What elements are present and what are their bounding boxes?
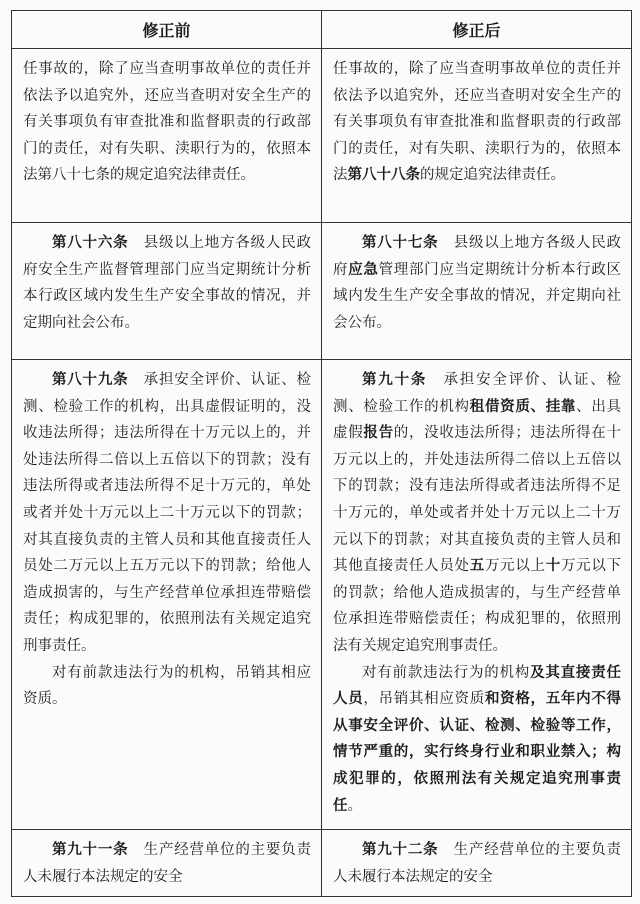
article-text: 任事故的，除了应当查明事故单位的责任并依法予以追究外，还应当查明对安全生产的有关事项负有审查批准和监督职责的行政部门的责任，对有失职、渎职行为的，依照本法第八十七条的规定追究法律责任。 [23,61,311,184]
amended-text: 十 [545,557,561,575]
law-amendment-comparison-table [11,10,632,897]
article-paragraph [333,660,621,820]
article-text: 万元以上 [484,558,546,575]
article-text: 的规定追究法律责任。 [420,167,565,184]
article-text: 万元以下的罚款；给他人造成损害的，与生产经营单位承担连带赔偿责任；构成犯罪的，依照刑法有关规定追究刑事责任。 [333,558,622,654]
article-text: 管理部门应当定期统计分析本行政区域内发生生产安全事故的情况，并定期向社会公布。 [333,261,622,331]
amended-text: 第九十二条 [362,841,439,858]
amended-text: 五 [469,557,485,575]
article-text: 的，没收违法所得；违法所得在十万元以上的，并处违法所得二倍以上五倍以下的罚款；没有违法所得或者违法所得不足十万元的，单处或者并处十万元以上二十万元以下的罚款；对其直接负责的主管人员和其他直接责任人员处 [333,425,622,575]
header-before: 修正前 [12,11,322,49]
cell-after [322,360,632,830]
cell-before [12,360,322,830]
article-paragraph [333,230,621,336]
header-after: 修正后 [322,11,632,49]
article-text: 生产经营单位的主要负责人未履行本法规定的安全 [333,842,621,885]
cell-before [12,223,322,360]
article-paragraph [23,367,311,660]
table-row [12,830,632,897]
cell-after [322,49,632,223]
article-text: 对有前款违法行为的机构，吊销其相应资质。 [23,664,311,708]
article-paragraph [333,367,621,660]
cell-before [12,830,322,897]
header-row [12,11,632,49]
article-text: 承担安全评价、认证、检测、检验工作的机构 [333,372,622,415]
table-row [12,360,632,830]
amended-text: 第八十六条 [52,234,129,251]
article-paragraph [23,660,311,713]
amended-text: 第九十一条 [52,841,129,858]
cell-after [322,223,632,360]
article-text: 、出具虚假 [333,398,622,442]
article-text: 承担安全评价、认证、检测、检验工作的机构，出具虚假证明的，没收违法所得；违法所得在十万元以上的，并处违法所得二倍以上五倍以下的罚款；没有违法所得或者违法所得不足十万元的，单处或者并处十万元以上二十万元以下的罚款；对其直接负责的主管人员和其他直接责任人员处二万元以上五万元以下的罚款；给他人造成损害的，与生产经营单位承担连带赔偿责任；构成犯罪的，依照刑法有关规定追究刑事责任。 [23,372,311,654]
table-row [12,49,632,223]
cell-after [322,830,632,897]
article-paragraph [333,56,621,189]
amended-text: 报告 [363,424,394,442]
article-paragraph [23,230,311,336]
article-text: ，吊销其相应资质 [363,691,485,708]
amended-text: 第八十八条 [347,166,420,184]
amended-text: 和资格，五年内不得从事安全评价、认证、检测、检验等工作，情节严重的，实行终身行业和职业禁入；构成犯罪的，依照刑法有关规定追究刑事责任 [333,690,622,814]
article-text: 生产经营单位的主要负责人未履行本法规定的安全 [23,842,311,885]
cell-before [12,49,322,223]
amended-text: 第八十七条 [362,234,439,251]
amended-text: 应急 [348,260,379,278]
article-paragraph [23,56,311,189]
article-text: 县级以上地方各级人民政府安全生产监督管理部门应当定期统计分析本行政区域内发生生产安全事故的情况，并定期向社会公布。 [23,235,311,331]
article-text: 对有前款违法行为的机构 [362,664,531,681]
article-text: 县级以上地方各级人民政府 [333,235,621,278]
amended-text: 第八十九条 [52,371,129,388]
article-paragraph [23,837,311,890]
amended-text: 及其直接责任人员 [333,663,621,708]
article-text: 。 [347,797,362,814]
article-paragraph [333,837,621,890]
article-text: 任事故的，除了应当查明事故单位的责任并依法予以追究外，还应当查明对安全生产的有关事项负有审查批准和监督职责的行政部门的责任，对有失职、渎职行为的，依照本法 [333,61,621,184]
amended-text: 第九十条 [362,371,428,388]
table-row [12,223,632,360]
amended-text: 租借资质、挂靠 [469,397,577,415]
